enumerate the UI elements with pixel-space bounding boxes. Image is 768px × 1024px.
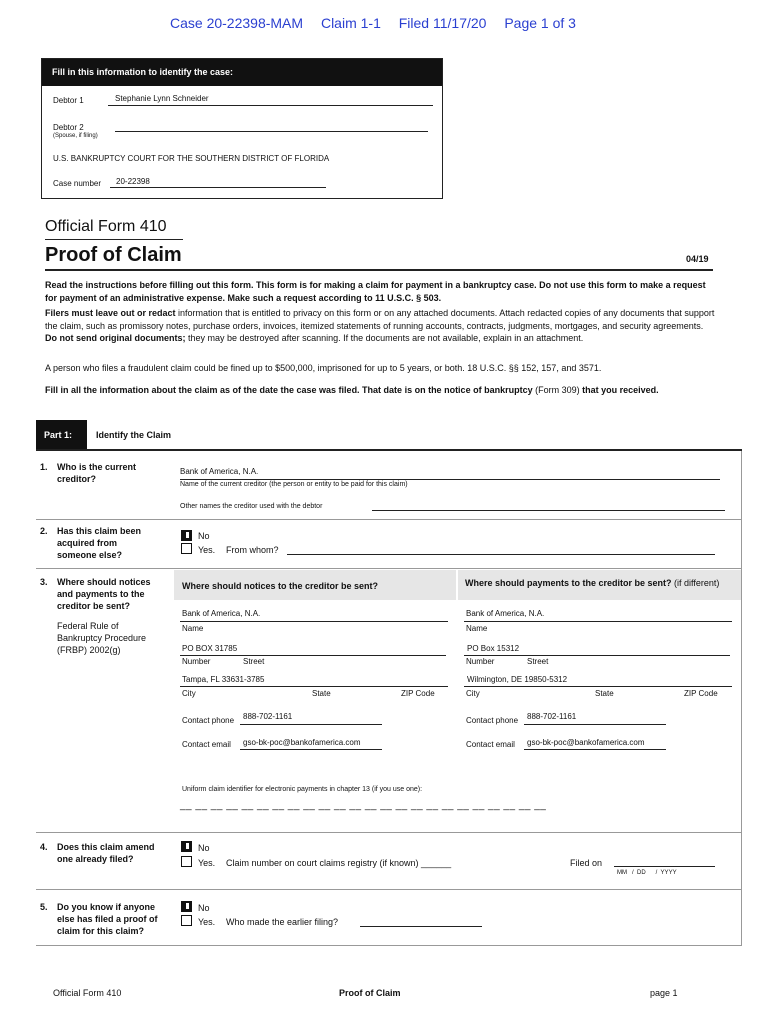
official-form-label: Official Form 410	[45, 218, 167, 235]
stamp-filed: Filed 11/17/20	[398, 15, 487, 31]
intro-paragraph-4: Fill in all the information about the claim as of the date the case was filed. That date is on the notice of bankruptcy (Form 309) that you received.	[45, 385, 659, 395]
payments-street[interactable]: PO Box 15312	[467, 644, 520, 653]
q4-number: 4.	[40, 842, 48, 852]
q5-who-line[interactable]	[360, 926, 482, 927]
notices-phone-line	[240, 724, 382, 725]
case-number-line	[110, 187, 326, 188]
notices-city-line	[180, 686, 448, 687]
q4-no-label: No	[198, 843, 210, 853]
q5-who-label: Who made the earlier filing?	[226, 917, 339, 927]
q3-payments-header: Where should payments to the creditor be sent? (if different)	[458, 570, 741, 600]
notices-name-caption: Name	[182, 624, 204, 633]
part1-header	[36, 420, 742, 451]
q2-no-checkbox[interactable]	[181, 530, 192, 541]
form-title: Proof of Claim	[45, 244, 182, 266]
notices-email-label: Contact email	[182, 740, 231, 749]
part1-title: Identify the Claim	[96, 430, 172, 440]
notices-email[interactable]: gso-bk-poc@bankofamerica.com	[243, 738, 361, 747]
notices-street-caption: Street	[243, 657, 265, 666]
q4-date-format: MM / DD / YYYY	[617, 870, 677, 876]
title-rule	[45, 239, 183, 240]
q3-divider	[36, 832, 741, 833]
stamp-page: Page 1 of 3	[504, 15, 576, 31]
q5-no-checkbox[interactable]	[181, 901, 192, 912]
q3-number: 3.	[40, 577, 48, 587]
debtor1-value[interactable]: Stephanie Lynn Schneider	[115, 94, 209, 103]
debtor1-line	[108, 105, 433, 106]
q5-no-label: No	[198, 903, 210, 913]
debtor1-label: Debtor 1	[53, 96, 84, 105]
stamp-case: Case 20-22398-MAM	[170, 15, 304, 31]
q5-yes-label: Yes.	[198, 917, 216, 927]
q3-notices-header: Where should notices to the creditor be sent?	[174, 570, 456, 600]
form-version: 04/19	[686, 254, 709, 264]
case-id-header: Fill in this information to identify the case:	[42, 59, 442, 86]
payments-state-caption: State	[595, 689, 614, 698]
part1-tag: Part 1:	[36, 420, 87, 449]
notices-city-caption: City	[182, 689, 196, 698]
notices-email-line	[240, 749, 382, 750]
title-underline	[45, 269, 713, 271]
payments-email-line	[524, 749, 666, 750]
intro-paragraph-2: Filers must leave out or redact information that is entitled to privacy on this form or on any attached documents. Attach redacted copies of any documents that support the claim, such as promissory notes, purchase orders, invoices, itemized statements of running accounts, contracts, judgments, mortgages, and security agreements. Do not send original documents; they may be destroyed after scanning. If the documents are not available, explain in an attachment.	[45, 308, 715, 343]
payments-email[interactable]: gso-bk-poc@bankofamerica.com	[527, 738, 645, 747]
notices-name[interactable]: Bank of America, N.A.	[182, 609, 261, 618]
payments-city[interactable]: Wilmington, DE 19850-5312	[467, 675, 568, 684]
q4-question: Does this claim amend one already filed?	[57, 842, 155, 864]
q1-other-names-label: Other names the creditor used with the debtor	[180, 503, 323, 510]
q4-no-checkbox[interactable]	[181, 841, 192, 852]
q2-divider	[36, 568, 741, 569]
q2-number: 2.	[40, 526, 48, 536]
payments-email-label: Contact email	[466, 740, 515, 749]
intro-paragraph-3: A person who files a fraudulent claim could be fined up to $500,000, imprisoned for up to 5 years, or both. 18 U.S.C. §§ 152, 157, and 3571.	[45, 363, 602, 373]
notices-street-line	[180, 655, 446, 656]
q1-creditor-line	[180, 479, 720, 480]
payments-name[interactable]: Bank of America, N.A.	[466, 609, 545, 618]
payments-name-line	[464, 621, 732, 622]
q1-question: Who is the current creditor?	[57, 462, 137, 484]
q4-filed-on-label: Filed on	[570, 858, 603, 868]
q4-filed-on-line[interactable]	[614, 866, 715, 867]
intro-paragraph-1: Read the instructions before filling out this form. This form is for making a claim for payment in a bankruptcy case. Do not use this form to make a request for payment of an administrative expense. Make such a request according to 11 U.S.C. § 503.	[45, 280, 706, 303]
q4-divider	[36, 889, 741, 890]
case-number-value[interactable]: 20-22398	[116, 177, 150, 186]
payments-city-caption: City	[466, 689, 480, 698]
q2-question: Has this claim been acquired from someone else?	[57, 526, 142, 560]
q1-creditor-name[interactable]: Bank of America, N.A.	[180, 467, 259, 476]
debtor2-label: Debtor 2	[53, 123, 84, 132]
q1-creditor-caption: Name of the current creditor (the person or entity to be paid for this claim)	[180, 481, 408, 488]
notices-name-line	[180, 621, 448, 622]
q1-other-names-line[interactable]	[372, 510, 725, 511]
q5-divider	[36, 945, 741, 946]
q5-question: Do you know if anyone else has filed a proof of claim for this claim?	[57, 902, 158, 936]
q1-number: 1.	[40, 462, 48, 472]
notices-phone-label: Contact phone	[182, 716, 235, 725]
payments-street-line	[464, 655, 730, 656]
stamp-claim: Claim 1-1	[320, 15, 381, 31]
payments-phone-line	[524, 724, 666, 725]
q2-yes-label: Yes.	[198, 545, 216, 555]
payments-number-caption: Number	[466, 657, 495, 666]
debtor2-line[interactable]	[115, 131, 428, 132]
notices-zip-caption: ZIP Code	[401, 689, 435, 698]
footer-form: Official Form 410	[53, 988, 122, 998]
payments-phone[interactable]: 888-702-1161	[527, 712, 577, 721]
q2-yes-checkbox[interactable]	[181, 543, 192, 554]
q3-frbp-rule: Federal Rule of Bankruptcy Procedure (FRBP) 2002(g)	[57, 621, 147, 655]
uci-label: Uniform claim identifier for electronic payments in chapter 13 (if you use one):	[182, 786, 423, 793]
payments-name-caption: Name	[466, 624, 488, 633]
payments-street-caption: Street	[527, 657, 549, 666]
footer-title: Proof of Claim	[339, 988, 401, 998]
uci-input[interactable]: __ __ __ __ __ __ __ __ __ __ __ __ __ __ __ __ __ __ __ __ __ __ __ __	[180, 800, 547, 811]
payments-zip-caption: ZIP Code	[684, 689, 718, 698]
notices-number-caption: Number	[182, 657, 211, 666]
debtor2-sub: (Spouse, if filing)	[53, 133, 98, 139]
case-id-box	[41, 58, 443, 199]
q4-yes-label: Yes.	[198, 858, 216, 868]
q2-from-whom-label: From whom?	[226, 545, 279, 555]
court-stamp	[170, 15, 576, 31]
notices-phone[interactable]: 888-702-1161	[243, 712, 293, 721]
q1-divider	[36, 519, 741, 520]
payments-city-line	[464, 686, 732, 687]
q2-from-whom-line[interactable]	[287, 554, 715, 555]
footer-page: page 1	[650, 988, 678, 998]
q4-yes-checkbox[interactable]	[181, 856, 192, 867]
q4-registry-label[interactable]: Claim number on court claims registry (if known) ______	[226, 858, 452, 868]
court-name: U.S. BANKRUPTCY COURT FOR THE SOUTHERN DISTRICT OF FLORIDA	[53, 154, 330, 163]
notices-city[interactable]: Tampa, FL 33631-3785	[182, 675, 265, 684]
notices-state-caption: State	[312, 689, 331, 698]
table-right-border	[741, 451, 742, 946]
q5-number: 5.	[40, 902, 48, 912]
notices-street[interactable]: PO BOX 31785	[182, 644, 238, 653]
q3-question: Where should notices and payments to the creditor be sent?	[57, 577, 151, 611]
q5-yes-checkbox[interactable]	[181, 915, 192, 926]
q2-no-label: No	[198, 531, 210, 541]
payments-phone-label: Contact phone	[466, 716, 519, 725]
case-number-label: Case number	[53, 179, 102, 188]
